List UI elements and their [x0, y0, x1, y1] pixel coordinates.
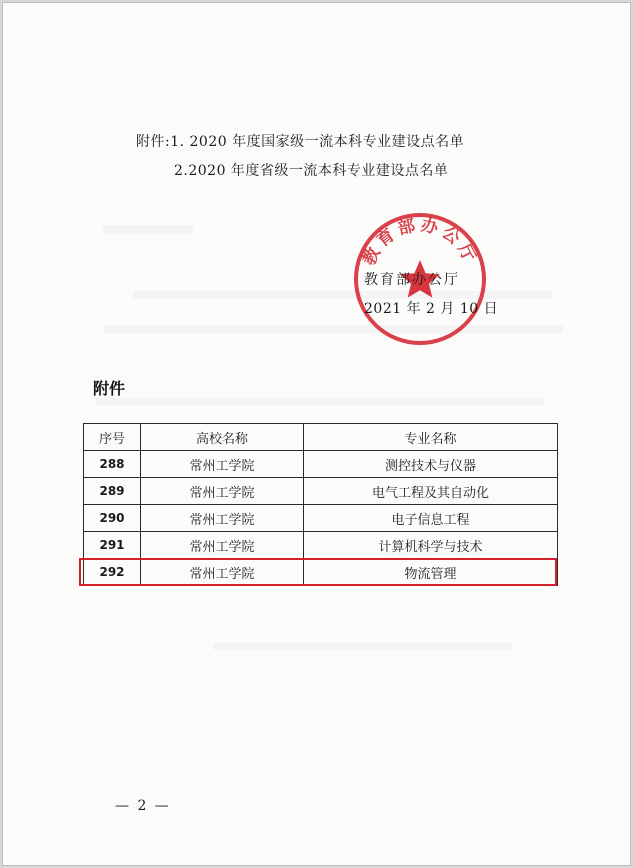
column-header-school: 高校名称	[141, 424, 304, 451]
show-through-mark	[95, 398, 545, 405]
row-school: 常州工学院	[141, 478, 304, 505]
row-major: 电子信息工程	[304, 505, 558, 532]
row-number: 291	[84, 532, 141, 559]
table-row	[84, 451, 558, 478]
row-school: 常州工学院	[141, 559, 304, 586]
attachment-line-1: 附件:1. 2020 年度国家级一流本科专业建设点名单	[136, 134, 465, 150]
show-through-mark	[103, 325, 563, 333]
issue-date: 2021 年 2 月 10 日	[364, 301, 499, 317]
seal-text: 教育部办公厅	[359, 215, 481, 269]
attachment-line-2: 2.2020 年度省级一流本科专业建设点名单	[174, 163, 449, 179]
issuer-name: 教育部办公厅	[364, 272, 460, 288]
row-major: 计算机科学与技术	[304, 532, 558, 559]
row-school: 常州工学院	[141, 451, 304, 478]
page-number: — 2 —	[115, 798, 171, 814]
row-major: 电气工程及其自动化	[304, 478, 558, 505]
row-school: 常州工学院	[141, 532, 304, 559]
highlight-box	[79, 558, 557, 586]
column-header-major: 专业名称	[304, 424, 558, 451]
document-page	[2, 2, 631, 866]
row-number: 292	[84, 559, 141, 586]
row-number: 290	[84, 505, 141, 532]
column-header-number: 序号	[84, 424, 141, 451]
table-row	[84, 478, 558, 505]
table-header-row	[84, 424, 558, 451]
appendix-heading: 附件	[93, 379, 126, 398]
table-row	[84, 532, 558, 559]
show-through-mark	[213, 643, 513, 650]
row-major: 测控技术与仪器	[304, 451, 558, 478]
table-row	[84, 505, 558, 532]
row-number: 288	[84, 451, 141, 478]
show-through-mark	[103, 225, 193, 234]
row-school: 常州工学院	[141, 505, 304, 532]
row-number: 289	[84, 478, 141, 505]
row-major: 物流管理	[304, 559, 558, 586]
